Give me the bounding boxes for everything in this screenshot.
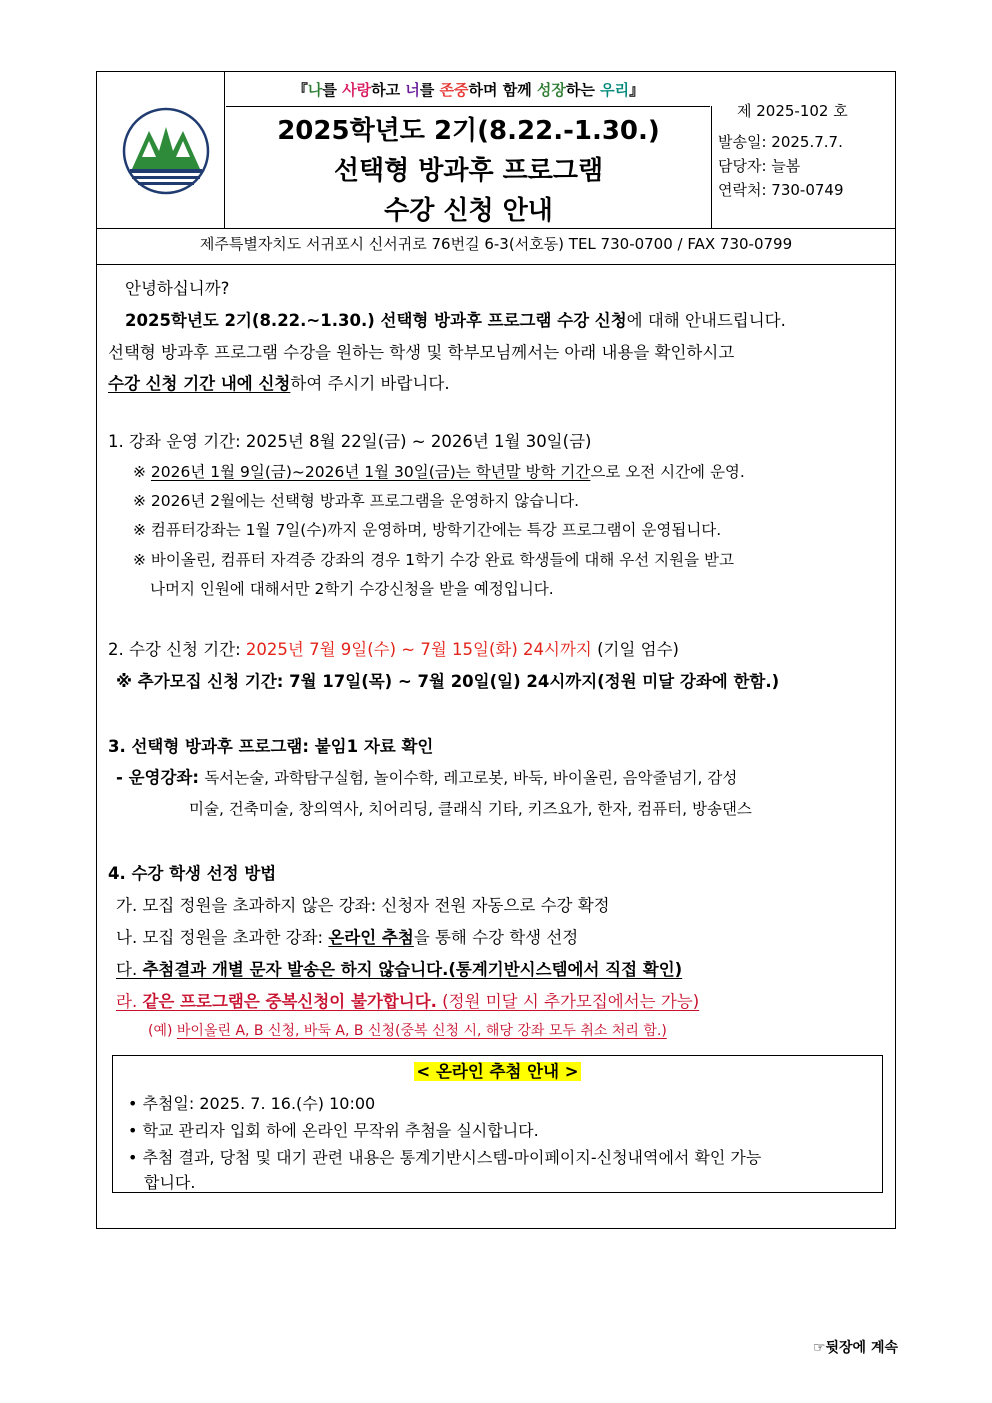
divider bbox=[97, 264, 895, 265]
divider bbox=[97, 228, 895, 229]
note: ※ 2026년 1월 9일(금)~2026년 1월 30일(금)는 학년말 방학 기간으로 오전 시간에 운영. bbox=[133, 463, 745, 481]
course-list: 미술, 건축미술, 창의역사, 치어리딩, 클래식 기타, 키즈요가, 한자, 컴퓨터, 방송댄스 bbox=[189, 800, 752, 818]
selection-rule: 나. 모집 정원을 초과한 강좌: 온라인 추첨을 통해 수강 학생 선정 bbox=[116, 928, 579, 947]
section-2-heading: 2. 수강 신청 기간: 2025년 7월 9일(수) ~ 7월 15일(화) 24시까지 (기일 엄수) bbox=[108, 640, 679, 659]
continue-note: ☞뒷장에 계속 bbox=[812, 1340, 898, 1356]
title-line-2: 선택형 방과후 프로그램 bbox=[333, 156, 604, 186]
note: ※ 2026년 2월에는 선택형 방과후 프로그램을 운영하지 않습니다. bbox=[133, 492, 580, 510]
section-4-heading: 4. 수강 학생 선정 방법 bbox=[108, 864, 277, 883]
doc-number: 제 2025-102 호 bbox=[737, 102, 848, 120]
section-3-heading: 3. 선택형 방과후 프로그램: 붙임1 자료 확인 bbox=[108, 737, 434, 756]
title-line-3: 수강 신청 안내 bbox=[384, 196, 553, 226]
intro-line: 선택형 방과후 프로그램 수강을 원하는 학생 및 학부모님께서는 아래 내용을 확인하시고 bbox=[108, 343, 735, 362]
lottery-info-box bbox=[112, 1055, 883, 1193]
example-note: (예) 바이올린 A, B 신청, 바둑 A, B 신청(중복 신청 시, 해당 강좌 모두 취소 처리 함.) bbox=[148, 1023, 667, 1039]
school-motto: 『나를 사랑하고 너를 존중하며 함께 성장하는 우리』 bbox=[292, 81, 645, 99]
intro-line: 수강 신청 기간 내에 신청하여 주시기 바랍니다. bbox=[108, 374, 450, 393]
selection-rule: 가. 모집 정원을 초과하지 않은 강좌: 신청자 전원 자동으로 수강 확정 bbox=[116, 896, 610, 915]
divider bbox=[226, 106, 710, 107]
lottery-title: < 온라인 추첨 안내 > bbox=[416, 1062, 579, 1081]
note: ※ 바이올린, 컴퓨터 자격증 강좌의 경우 1학기 수강 완료 학생들에 대해 우선 지원을 받고 bbox=[133, 551, 734, 569]
lottery-item: • 추첨 결과, 당첨 및 대기 관련 내용은 통계기반시스템-마이페이지-신청내역에서 확인 가능 bbox=[128, 1148, 762, 1167]
intro-line: 2025학년도 2기(8.22.~1.30.) 선택형 방과후 프로그램 수강 신청에 대해 안내드립니다. bbox=[125, 311, 786, 330]
course-list: - 운영강좌: 독서논술, 과학탐구실험, 놀이수학, 레고로봇, 바둑, 바이올린, 음악줄넘기, 감성 bbox=[116, 768, 738, 787]
note: ※ 컴퓨터강좌는 1월 7일(수)까지 운영하며, 방학기간에는 특강 프로그램이 운영됩니다. bbox=[133, 521, 722, 539]
contact: 연락처: 730-0749 bbox=[718, 181, 844, 199]
manager: 담당자: 늘봄 bbox=[718, 157, 801, 175]
section-1-heading: 1. 강좌 운영 기간: 2025년 8월 22일(금) ~ 2026년 1월 30일(금) bbox=[108, 432, 592, 451]
lottery-item: • 학교 관리자 입회 하에 온라인 무작위 추첨을 실시합니다. bbox=[128, 1121, 539, 1140]
school-address: 제주특별자치도 서귀포시 신서귀로 76번길 6-3(서호동) TEL 730-0700 / FAX 730-0799 bbox=[199, 235, 793, 253]
school-logo-icon bbox=[122, 107, 210, 195]
selection-rule: 라. 같은 프로그램은 중복신청이 불가합니다. (정원 미달 시 추가모집에서는 가능) bbox=[116, 992, 700, 1011]
greeting: 안녕하십니까? bbox=[125, 279, 230, 298]
divider bbox=[711, 106, 712, 228]
note: 나머지 인원에 대해서만 2학기 수강신청을 받을 예정입니다. bbox=[150, 580, 554, 598]
lottery-item: 합니다. bbox=[144, 1173, 196, 1192]
selection-rule: 다. 추첨결과 개별 문자 발송은 하지 않습니다.(통계기반시스템에서 직접 확인) bbox=[116, 960, 683, 979]
title-line-1: 2025학년도 2기(8.22.-1.30.) bbox=[277, 116, 660, 146]
sent-date: 발송일: 2025.7.7. bbox=[718, 133, 843, 151]
divider bbox=[224, 72, 225, 228]
lottery-item: • 추첨일: 2025. 7. 16.(수) 10:00 bbox=[128, 1094, 376, 1113]
extra-recruit-period: ※ 추가모집 신청 기간: 7월 17일(목) ~ 7월 20일(일) 24시까지(정원 미달 강좌에 한함.) bbox=[116, 672, 780, 691]
